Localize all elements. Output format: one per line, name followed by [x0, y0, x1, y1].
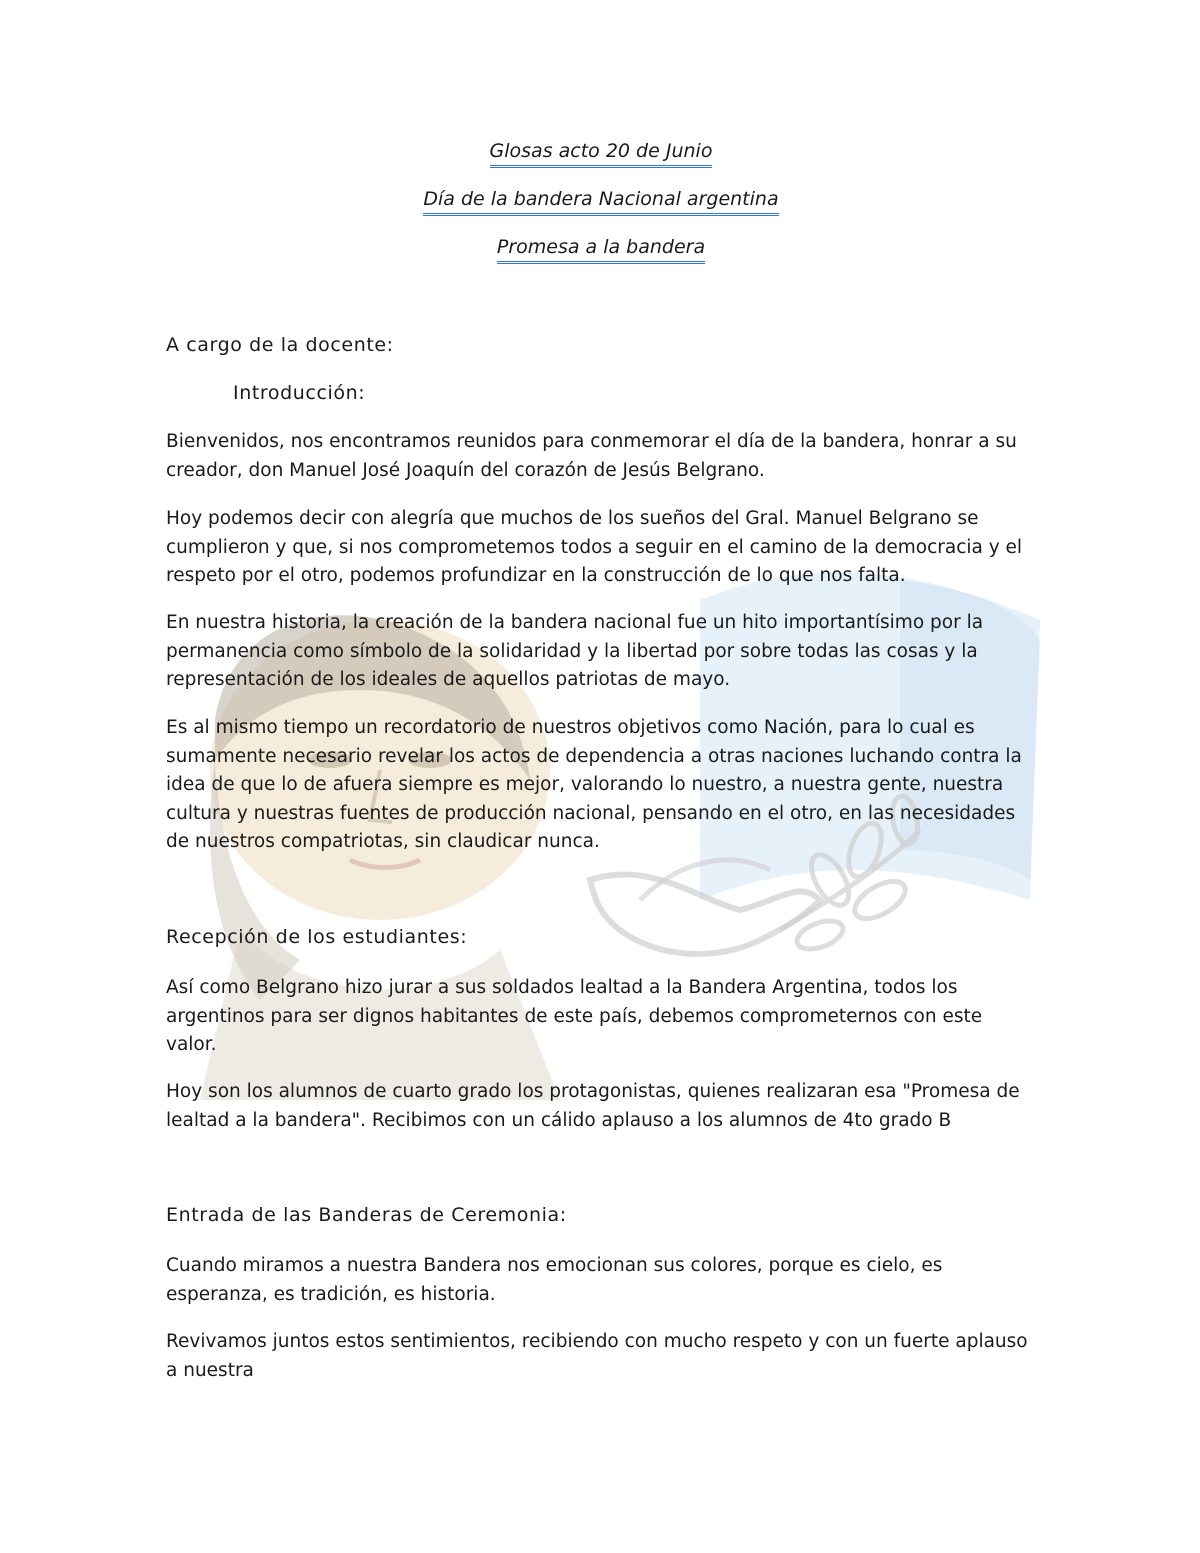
entrada-heading: Entrada de las Banderas de Ceremonia:: [166, 1204, 567, 1226]
title-line-2: Día de la bandera Nacional argentina: [423, 188, 778, 216]
entrada-paragraph-2: Revivamos juntos estos sentimientos, recibiendo con mucho respeto y con un fuerte aplauso a nuestra: [166, 1331, 1028, 1381]
docente-heading: A cargo de la docente:: [166, 334, 394, 356]
recepcion-paragraph-2: Hoy son los alumnos de cuarto grado los protagonistas, quienes realizaran esa "Promesa de lealtad a la bandera". Recibimos con un cálido aplauso a los alumnos de 4to grado B: [166, 1081, 1020, 1131]
intro-heading: Introducción:: [233, 382, 366, 404]
title-line-3: Promesa a la bandera: [497, 236, 705, 264]
entrada-paragraph-1: Cuando miramos a nuestra Bandera nos emocionan sus colores, porque es cielo, es esperanza, es tradición, es historia.: [166, 1255, 943, 1305]
document-subtitle-2: [166, 236, 1036, 264]
intro-paragraph-1: Bienvenidos, nos encontramos reunidos para conmemorar el día de la bandera, honrar a su creador, don Manuel José Joaquín del corazón de Jesús Belgrano.: [166, 431, 1017, 481]
title-line-1: Glosas acto 20 de Junio: [490, 140, 713, 168]
recepcion-paragraph-1: Así como Belgrano hizo jurar a sus soldados lealtad a la Bandera Argentina, todos los argentinos para ser dignos habitantes de este país, debemos comprometernos con este valor.: [166, 977, 983, 1055]
recepcion-heading: Recepción de los estudiantes:: [166, 926, 468, 948]
intro-paragraph-2: Hoy podemos decir con alegría que muchos de los sueños del Gral. Manuel Belgrano se cumplieron y que, si nos comprometemos todos a seguir en el camino de la democracia y el respeto por el otro, podemos profundizar en la construcción de lo que nos falta.: [166, 508, 1023, 586]
document-subtitle: [166, 188, 1036, 216]
intro-paragraph-4: Es al mismo tiempo un recordatorio de nuestros objetivos como Nación, para lo cual es sumamente necesario revelar los actos de dependencia a otras naciones luchando contra la idea de que lo de afuera siempre es mejor, valorando lo nuestro, a nuestra gente, nuestra cultura y nuestras fuentes de producción nacional, pensando en el otro, en las necesidades de nuestros compatriotas, sin claudicar nunca.: [166, 717, 1022, 852]
document-title: [166, 140, 1036, 168]
intro-paragraph-3: En nuestra historia, la creación de la bandera nacional fue un hito importantísimo por la permanencia como símbolo de la solidaridad y la libertad por sobre todas las cosas y la representación de los ideales de aquellos patriotas de mayo.: [166, 612, 984, 690]
